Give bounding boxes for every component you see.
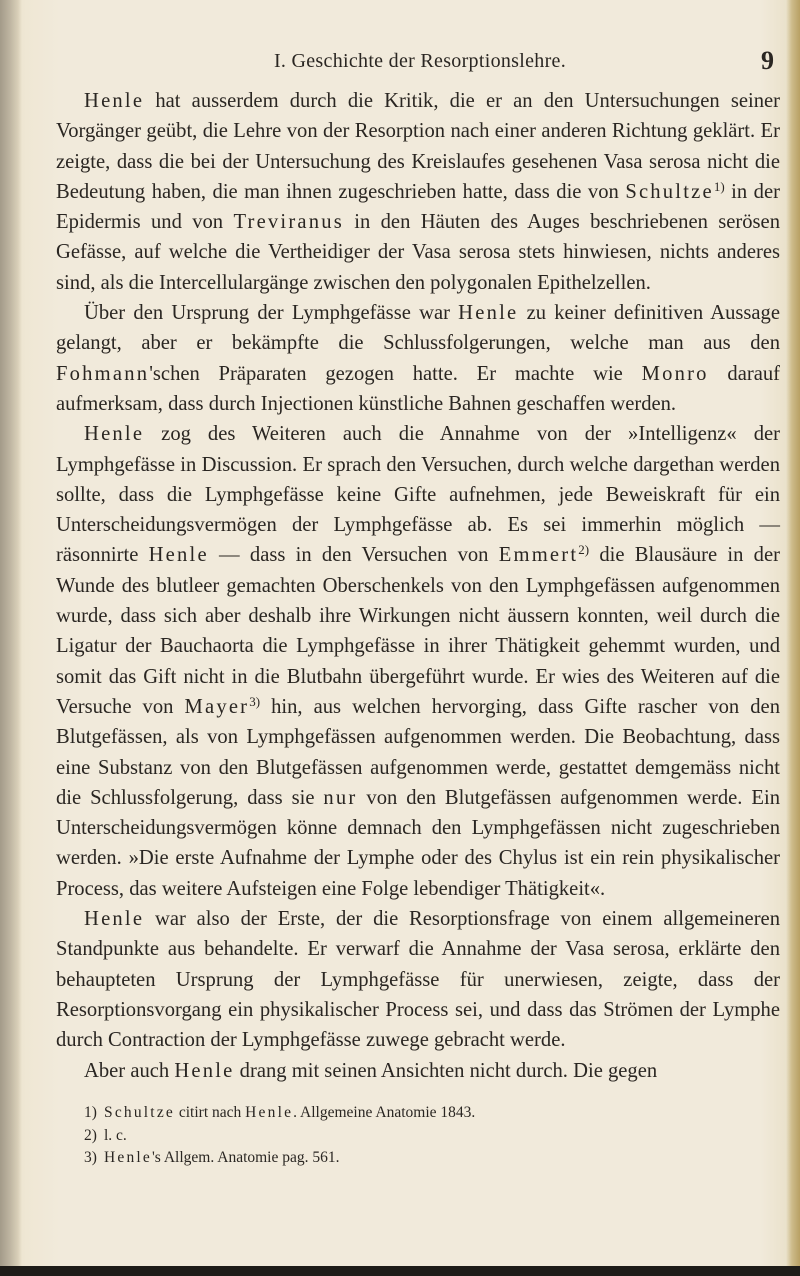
text-run: die Blausäure in der Wunde des blutleer gemachten Oberschenkels von den Lymphgefässen aufgenommen wurde, dass sich aber deshalb ihre Wirkungen nicht äussern konnten, weil durch die Ligatur der Bauchaorta die Lymphgefässe in ihrer Thätigkeit gehemmt wurden, und somit das Gift nicht in die Blutbahn übergeführt wurde. Er wies des Weiteren auf die Versuche von [56,544,780,718]
spaced-name: Henle [84,423,145,446]
spaced-name: Schultze [625,180,714,203]
text-run: in der Epidermis und von [56,180,780,234]
text-run: zog des Weiteren auch die Annahme von der »Intelligenz« der Lymphgefässe in Discussion. Er sprach den Versuchen, durch welche dargethan werden sollte, dass die Lymphgefässe keine Gifte aufnehmen, jede Beweiskraft für ein Unterscheidungsvermögen der Lymphgefässe ab. Es sei immerhin möglich — räsonnirte [56,423,780,567]
paragraph [56,1056,780,1086]
spaced-name: Henle [148,544,209,567]
text-run: von den Blutgefässen aufgenommen werde. Ein Unterscheidungsvermögen könne demnach den Lymphgefässen nicht zugeschrieben werden. »Die erste Aufnahme der Lymphe oder des Chylus ist ein rein physikalischer Process, das weitere Aufsteigen eine Folge lebendiger Thätigkeit«. [56,786,780,900]
footnote [84,1147,764,1170]
footnote-number: 1) [84,1104,97,1121]
footnotes [84,1102,764,1170]
binding-shadow [0,0,22,1276]
spaced-name: Henle [245,1104,294,1121]
text-run: l. c. [104,1126,127,1144]
text-run: hat ausserdem durch die Kritik, die er an den Untersuchungen seiner Vorgänger geübt, die Lehre von der Resorption nach einer anderen Richtung geklärt. Er zeigte, dass die bei der Untersuchung des Kreislaufes gesehenen Vasa serosa nicht die Bedeutung haben, die man ihnen zugeschrieben hatte, dass die von [56,90,780,203]
text-run: 'schen Präparaten gezogen hatte. Er machte wie [149,362,642,385]
paragraph [56,86,780,298]
text-run: darauf aufmerksam, dass durch Injectionen künstliche Bahnen geschaffen werden. [56,362,780,415]
footnote-ref: 3) [249,693,261,709]
text-run: . Allgemeine Anatomie 1843. [293,1104,476,1121]
paragraph [56,904,780,1055]
page-number: 9 [761,46,774,75]
spaced-name: Henle [104,1149,153,1166]
spaced-name: Henle [458,302,519,325]
body-text [56,86,780,1086]
spaced-name: Schultze [104,1104,175,1121]
paragraph [56,298,780,419]
page-edge [786,0,800,1276]
spaced-name: Henle [174,1059,235,1082]
spaced-name: Treviranus [233,211,344,234]
footnote-ref: 1) [713,178,725,194]
text-run: war also der Erste, der die Resorptionsfrage von einem allgemeineren Standpunkte aus behandelte. Er verwarf die Annahme der Vasa serosa, erklärte den behaupteten Ursprung der Lymphgefässe für unerwiesen, zeigte, dass der Resorptionsvorgang ein physikalischer Process sei, und dass das Strömen der Lymphe durch Contraction der Lymphgefässe zuwege gebracht werde. [56,908,780,1052]
text-run: drang mit seinen Ansichten nicht durch. Die gegen [234,1059,658,1082]
text-run: — dass in den Versuchen von [208,544,499,567]
running-head [60,46,780,80]
bottom-edge [0,1266,800,1276]
paragraph [56,419,780,904]
footnote-ref: 2) [578,542,590,558]
text-run: citirt nach [174,1104,246,1121]
spaced-name: Mayer [184,695,250,718]
footnote [84,1125,764,1148]
spaced-name: Henle [84,908,145,931]
footnote-number: 3) [84,1149,97,1166]
text-run: 's Allgem. Anatomie pag. 561. [152,1149,340,1166]
footnote [84,1102,764,1125]
running-title: I. Geschichte der Resorptionslehre. [273,50,567,72]
footnote-number: 2) [84,1126,97,1144]
text-run: in den Häuten des Auges beschriebenen serösen Gefässe, auf welche die Vertheidiger der Vasa serosa stets hinwiesen, nichts anderes sind, als die Intercellulargänge zwischen den polygonalen Epithelzellen. [56,211,780,294]
text-run: hin, aus welchen hervorging, dass Gifte rascher von den Blutgefässen, als von Lymphgefässen aufgenommen werden. Die Beobachtung, dass eine Substanz von den Blutgefässen aufgenommen werde, gestattet demgemäss nicht die Schlussfolgerung, dass sie [56,695,780,809]
spaced-name: nur [323,786,358,809]
text-run: Über den Ursprung der Lymphgefässe war [84,302,459,325]
spaced-name: Henle [84,90,145,112]
spaced-name: Monro [641,362,709,385]
spaced-name: Fohmann [56,362,150,385]
spaced-name: Emmert [498,544,579,567]
text-run: Aber auch [84,1059,175,1082]
text-run: zu keiner definitiven Aussage gelangt, aber er bekämpfte die Schlussfolgerungen, welche man aus den [56,302,780,355]
